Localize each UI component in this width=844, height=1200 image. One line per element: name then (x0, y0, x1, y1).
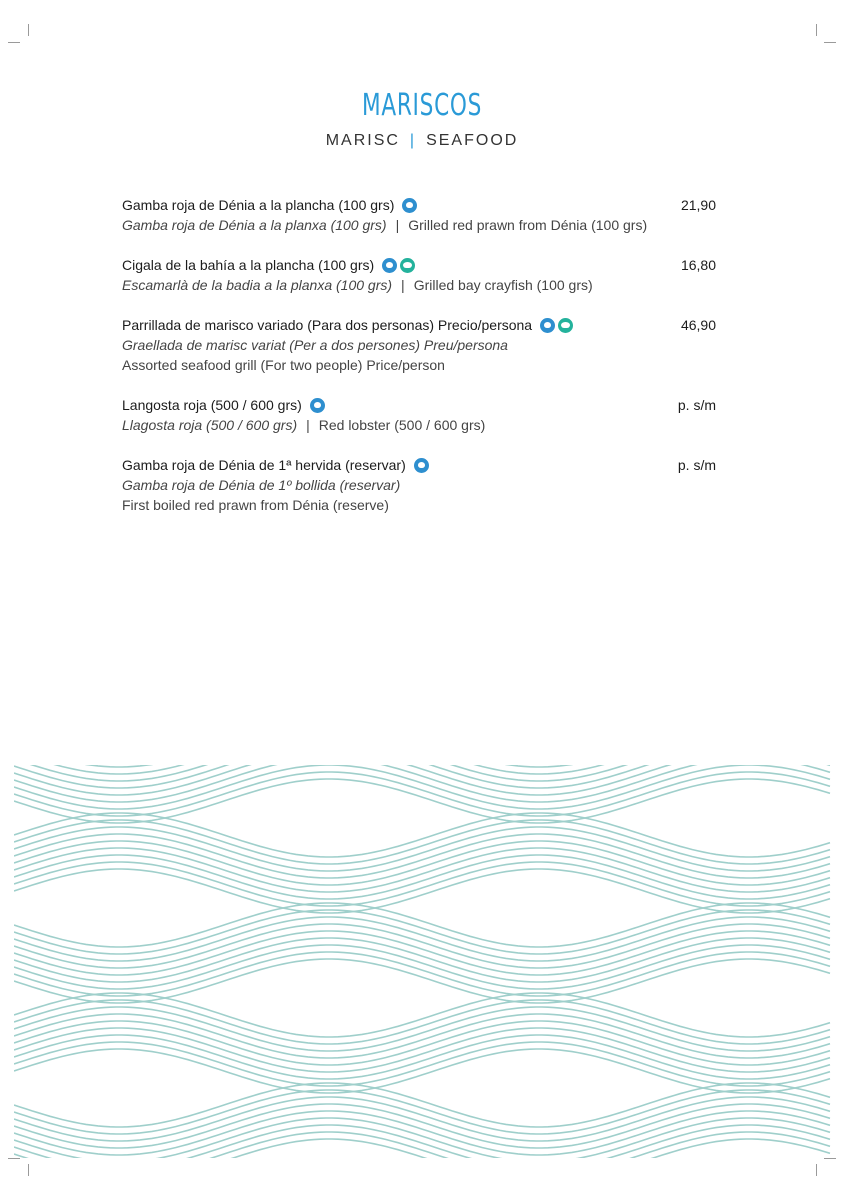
item-translations (122, 415, 716, 435)
item-separator: | (401, 277, 405, 293)
item-price: 46,90 (680, 317, 716, 333)
item-name-english: First boiled red prawn from Dénia (reserve) (122, 497, 389, 513)
crustacean-icon (382, 258, 397, 273)
crop-mark (824, 42, 836, 43)
menu-list (122, 195, 716, 535)
subtitle-english: SEAFOOD (426, 132, 519, 149)
item-name: Cigala de la bahía a la plancha (100 grs) (122, 257, 375, 273)
crop-mark (8, 42, 20, 43)
menu-item (122, 455, 716, 515)
subtitle-catalan: MARISC (325, 132, 400, 149)
item-price: p. s/m (677, 397, 716, 413)
wave-line (14, 1118, 830, 1158)
item-name: Gamba roja de Dénia de 1ª hervida (reservar) (122, 457, 406, 473)
wave-line (14, 1097, 830, 1141)
wave-line (14, 917, 830, 961)
item-separator: | (395, 217, 400, 233)
wave-line (14, 1090, 830, 1134)
item-name: Parrillada de marisco variado (Para dos personas) Precio/persona (122, 317, 533, 333)
wave-line (14, 1139, 830, 1158)
page-subtitle (0, 132, 844, 150)
item-translations (122, 215, 716, 235)
crustacean-icon (414, 458, 429, 473)
wave-line (14, 862, 830, 906)
crustacean-icon (540, 318, 555, 333)
crop-mark (816, 1164, 817, 1176)
wave-line (14, 1035, 830, 1079)
item-name-english: Grilled red prawn from Dénia (100 grs) (408, 217, 648, 233)
subtitle-separator: | (409, 132, 417, 149)
mollusc-icon (558, 318, 573, 333)
item-price: 16,80 (680, 257, 716, 273)
item-price: 21,90 (680, 197, 716, 213)
wave-line (14, 855, 830, 899)
mollusc-icon (400, 258, 415, 273)
item-translations (122, 275, 716, 295)
item-name-english: Grilled bay crayfish (100 grs) (413, 277, 593, 293)
item-name-english: Red lobster (500 / 600 grs) (318, 417, 486, 433)
item-name-catalan: Gamba roja de Dénia a la planxa (100 grs) (122, 217, 387, 233)
wave-pattern (14, 765, 831, 1158)
item-separator: | (306, 417, 310, 433)
item-name-catalan: Llagosta roja (500 / 600 grs) (122, 417, 298, 433)
menu-item (122, 395, 716, 435)
wave-line (14, 765, 830, 767)
crop-mark (8, 1158, 20, 1159)
crop-mark (824, 1158, 836, 1159)
item-name: Langosta roja (500 / 600 grs) (122, 397, 302, 413)
item-price: p. s/m (677, 457, 716, 473)
page-title: MARISCOS (361, 88, 483, 123)
item-name-catalan: Gamba roja de Dénia de 1º bollida (reservar) (122, 477, 401, 493)
crustacean-icon (310, 398, 325, 413)
item-name: Gamba roja de Dénia a la plancha (100 grs) (122, 197, 395, 213)
item-name-catalan: Graellada de marisc variat (Per a dos persones) Preu/persona (122, 337, 508, 353)
menu-item (122, 195, 716, 235)
crustacean-icon (402, 198, 417, 213)
wave-line (14, 1042, 830, 1086)
wave-line (14, 1125, 830, 1158)
wave-line (14, 910, 830, 954)
crop-mark (28, 1164, 29, 1176)
item-name-english: Assorted seafood grill (For two people) Price/person (122, 357, 445, 373)
crop-mark (28, 24, 29, 36)
menu-item (122, 315, 716, 375)
item-name-catalan: Escamarlà de la badia a la planxa (100 grs) (122, 277, 393, 293)
crop-mark (816, 24, 817, 36)
menu-item (122, 255, 716, 295)
